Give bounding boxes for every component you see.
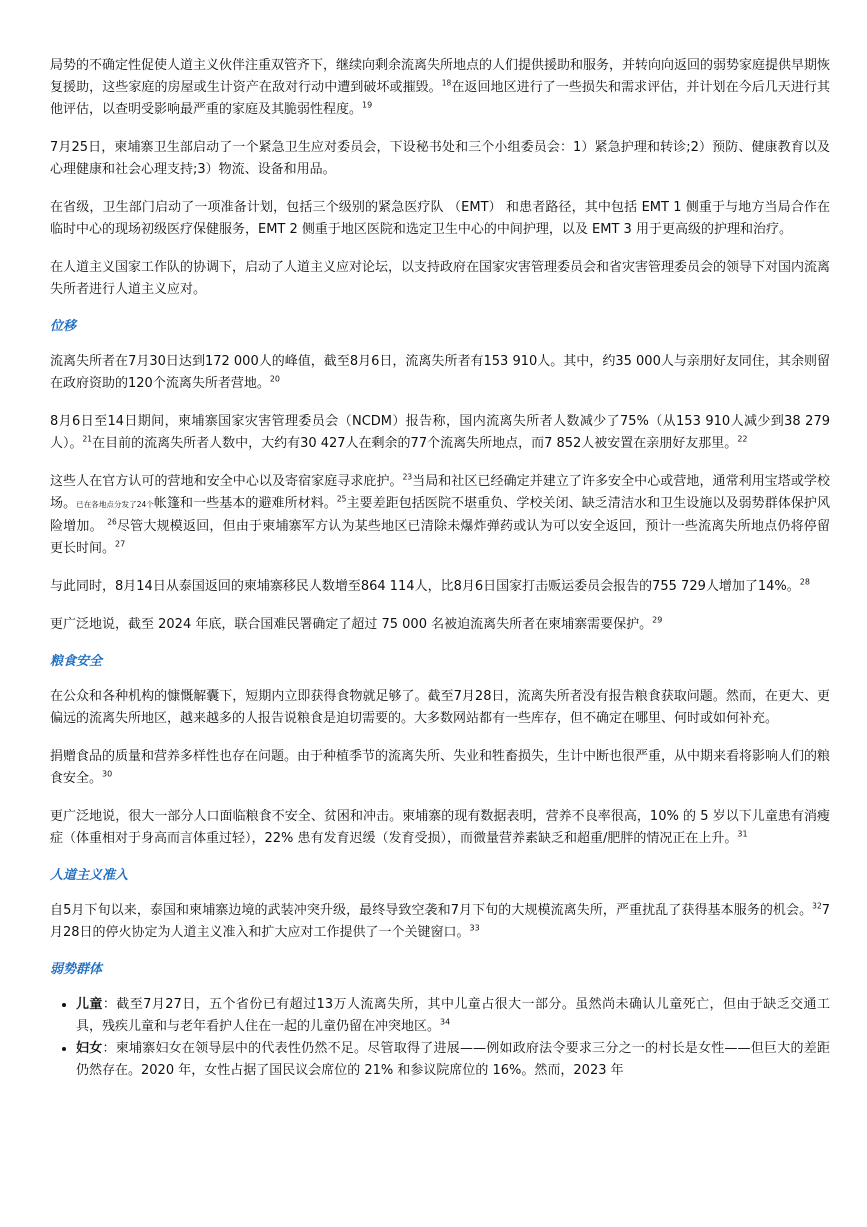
vulnerable-groups-list xyxy=(50,994,830,1082)
section-heading-humanitarian-access: 人道主义准入 xyxy=(50,868,129,883)
paragraph-13: 自5月下旬以来，泰国和柬埔寨边境的武装冲突升级，最终导致空袭和7月下旬的大规模流离失所，严重扰乱了获得基本服务的机会。$^{32}$7月28日的停火协定为人道主义准入和扩大应对工作提供了一个关键窗口。$^{33}$ xyxy=(50,901,830,940)
paragraph-9: 更广泛地说，截至 2024 年底，联合国难民署确定了超过 75 000 名被迫流离失所者在柬埔寨需要保护。$^{29}$ xyxy=(50,615,663,632)
paragraph-1: 局势的不确定性促使人道主义伙伴注重双管齐下，继续向剩余流离失所地点的人们提供援助和服务，并转向向返回的弱势家庭提供早期恢复援助，这些家庭的房屋或生计资产在敌对行动中遭到破坏或摧毁。$^{18}$在返回地区进行了一些损失和需求评估，并计划在今后几天进行其他评估，以查明受影响最严重的家庭及其脆弱性程度。$^{19}$ xyxy=(50,58,831,117)
list-item: • 儿童：截至7月27日，五个省份已有超过13万人流离失所，其中儿童占很大一部分。虽然尚未确认儿童死亡，但由于缺乏交通工具，残疾儿童和与老年看护人住在一起的儿童仍留在冲突地区。$^{34}$ xyxy=(76,994,830,1038)
footnote-ref[interactable]: 19 xyxy=(362,100,373,110)
footnote-ref[interactable]: 33 xyxy=(469,923,480,933)
paragraph-2: 7月25日，柬埔寨卫生部启动了一个紧急卫生应对委员会，下设秘书处和三个小组委员会：1）紧急护理和转诊;2）预防、健康教育以及心理健康和社会心理支持;3）物流、设备和用品。 xyxy=(50,140,830,177)
footnote-ref[interactable]: 21 xyxy=(82,434,93,444)
footnote-ref[interactable]: 32 xyxy=(812,901,822,911)
footnote-ref[interactable]: 20 xyxy=(269,374,281,384)
footnote-ref[interactable]: 31 xyxy=(737,829,748,839)
footnote-ref[interactable]: 28 xyxy=(799,577,810,587)
footnote-ref[interactable]: 18 xyxy=(441,78,452,88)
footnote-ref[interactable]: 22 xyxy=(737,434,748,444)
footnote-ref[interactable]: 26 xyxy=(107,517,117,527)
footnote-ref[interactable]: 34 xyxy=(440,1017,451,1027)
small-inline-text: 已在各地点分发了24个 xyxy=(76,500,154,509)
list-item: • 妇女：柬埔寨妇女在领导层中的代表性仍然不足。尽管取得了进展——例如政府法令要求三分之一的村长是女性——但巨大的差距仍然存在。2020 年，女性占据了国民议会席位的 21% 和参议院席位的 16%。然而，2023 年 xyxy=(76,1038,830,1082)
paragraph-5: 流离失所者在7月30日达到172 000人的峰值，截至8月6日，流离失所者有153 910人。其中，约35 000人与亲朋好友同住，其余则留在政府资助的120个流离失所者营地。$^{20}$ xyxy=(50,354,830,391)
section-heading-displacement: 位移 xyxy=(50,319,77,334)
section-heading-vulnerable-groups: 弱势群体 xyxy=(50,962,103,977)
paragraph-4: 在人道主义国家工作队的协调下，启动了人道主义应对论坛，以支持政府在国家灾害管理委员会和省灾害管理委员会的领导下对国内流离失所者进行人道主义应对。 xyxy=(50,260,831,297)
paragraph-6: 8月6日至14日期间，柬埔寨国家灾害管理委员会（NCDM）报告称，国内流离失所者人数减少了75%（从153 910人减少到38 279人）。$^{21}$在目前的流离失所者人数中，大约有30 427人在剩余的77个流离失所地点，而7 852人被安置在亲朋好友那里。$^{22}$ xyxy=(50,414,830,451)
document-page xyxy=(50,55,830,1082)
paragraph-11: 捐赠食品的质量和营养多样性也存在问题。由于种植季节的流离失所、失业和牲畜损失，生计中断也很严重，从中期来看将影响人们的粮食安全。$^{30}$ xyxy=(50,749,831,786)
footnote-ref[interactable]: 23 xyxy=(402,472,413,482)
paragraph-3: 在省级，卫生部门启动了一项准备计划，包括三个级别的紧急医疗队 （EMT） 和患者路径，其中包括 EMT 1 侧重于与地方当局合作在临时中心的现场初级医疗保健服务，EMT 2 侧重于地区医院和选定卫生中心的中间护理，以及 EMT 3 用于更高级的护理和治疗。 xyxy=(50,200,830,237)
paragraph-8: 与此同时，8月14日从泰国返回的柬埔寨移民人数增至864 114人，比8月6日国家打击贩运委员会报告的755 729人增加了14%。$^{28}$ xyxy=(50,577,810,594)
section-heading-food-security: 粮食安全 xyxy=(50,654,103,669)
footnote-ref[interactable]: 25 xyxy=(336,494,347,504)
paragraph-12: 更广泛地说，很大一部分人口面临粮食不安全、贫困和冲击。柬埔寨的现有数据表明，营养不良率很高，10% 的 5 岁以下儿童患有消瘦症（体重相对于身高而言体重过轻），22% 患有发育迟缓（发育受损），而微量营养素缺乏和超重/肥胖的情况正在上升。$^{31}$ xyxy=(50,809,830,846)
footnote-ref[interactable]: 30 xyxy=(102,769,113,779)
paragraph-10: 在公众和各种机构的慷慨解囊下，短期内立即获得食物就足够了。截至7月28日，流离失所者没有报告粮食获取问题。然而，在更大、更偏远的流离失所地区，越来越多的人报告说粮食是迫切需要的。大多数网站都有一些库存，但不确定在哪里、何时或如何补充。 xyxy=(50,689,830,726)
footnote-ref[interactable]: 27 xyxy=(115,539,126,549)
footnote-ref[interactable]: 29 xyxy=(652,615,663,625)
paragraph-7: 这些人在官方认可的营地和安全中心以及寄宿家庭寻求庇护。$^{23}$当局和社区已经确定并建立了许多安全中心或营地，通常利用宝塔或学校场。已在各地点分发了24个帐篷和一些基本的避难所材料。$^{25}$主要差距包括医院不堪重负、学校关闭、缺乏清洁水和卫生设施以及弱势群体保护风险增加。 $^{26}$尽管大规模返回，但由于柬埔寨军方认为某些地区已清除未爆炸弹药或认为可以安全返回，预计一些流离失所地点仍将停留更长时间。$^{27}$ xyxy=(50,472,830,556)
